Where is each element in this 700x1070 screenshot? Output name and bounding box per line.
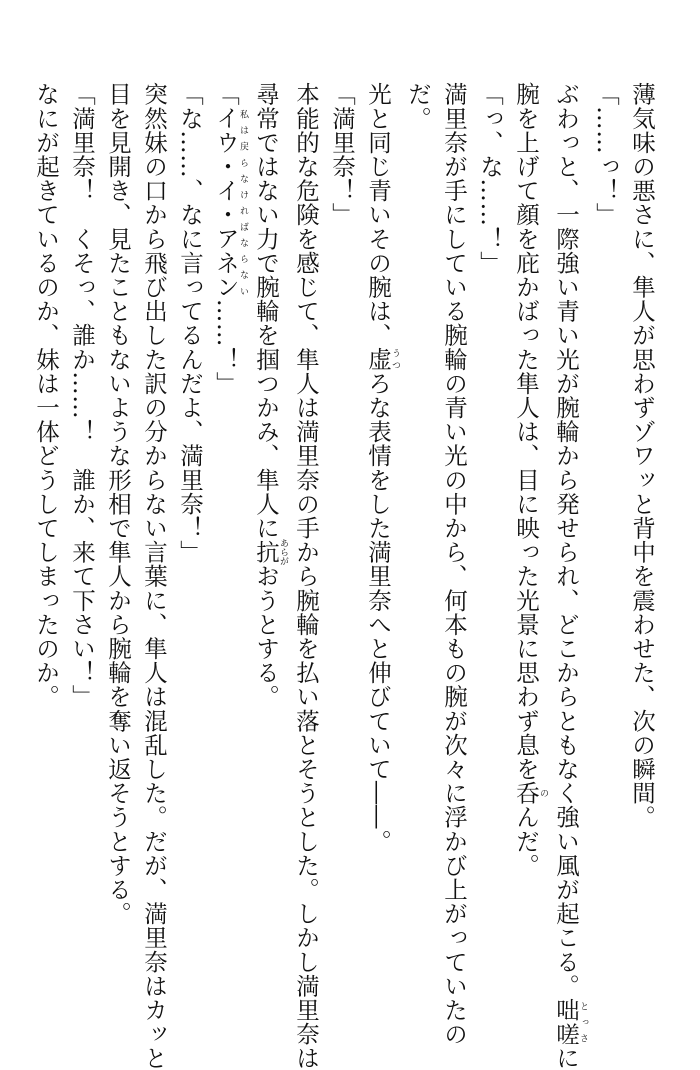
text-line-16: 「満里奈！ くそっ、誰か……！ 誰か、来て下さい！」 xyxy=(68,82,96,709)
vertical-text-body xyxy=(28,82,660,1070)
text-line-10: 本能的な危険を感じて、隼人は満里奈の手から腕輪を払い落とそうとした。しかし満里奈は xyxy=(292,82,320,1070)
text-line-3: ぶわっと、一際強い青い光が腕輪から発せられ、どこからともなく強い風が起こる。咄嗟とっさに xyxy=(552,82,588,1070)
ruby-utsu-reading: うつ xyxy=(390,347,400,372)
text-line-12: 「イウ・イ・アネン私は戻らなければならない……！」 xyxy=(212,82,248,396)
text-line-1: 薄気味の悪さに、隼人が思わずゾワッと背中を震わせた、次の瞬間。 xyxy=(628,82,656,830)
text-line-8: 光と同じ青いその腕は、虚うつろな表情をした満里奈へと伸びていて――。 xyxy=(364,82,400,854)
text-line-4: 腕を上げて顔を庇かばった隼人は、目に映った光景に思わず息を呑のんだ。 xyxy=(512,82,548,878)
text-line-14: 突然妹の口から飛び出した訳の分からない言葉に、隼人は混乱した。だが、満里奈はカッと xyxy=(140,82,168,1070)
ruby-watashi-reading: 私は戻らなければならない xyxy=(238,106,248,299)
text-line-5: 「っ、な……！」 xyxy=(476,82,504,275)
ruby-aragau: 抗あらが xyxy=(252,538,288,566)
text-line-7: だ。 xyxy=(404,82,432,131)
ruby-tossa: 咄嗟とっさ xyxy=(552,997,588,1047)
text-line-2: 「……っ！」 xyxy=(592,82,620,227)
ruby-no: 呑の xyxy=(512,780,548,806)
ruby-no-reading: の xyxy=(538,780,548,805)
text-line-15: 目を見開き、見たこともないような形相で隼人から腕輪を奪い返そうとする。 xyxy=(104,82,132,926)
text-line-6: 満里奈が手にしている腕輪の青い光の中から、何本もの腕が次々に浮かび上がっていたの xyxy=(440,82,468,1046)
text-line-17: なにが起きているのか、妹は一体どうしてしまったのか。 xyxy=(32,82,60,709)
ruby-utsu: 虚うつ xyxy=(364,347,400,372)
ruby-tossa-reading: とっさ xyxy=(578,997,588,1047)
text-line-13: 「な……、なに言ってるんだよ、満里奈！」 xyxy=(176,82,204,564)
ruby-watashi: イウ・イ・アネン私は戻らなければならない xyxy=(212,106,248,299)
ruby-aragau-reading: あらが xyxy=(278,538,288,566)
text-line-9: 「満里奈！」 xyxy=(328,82,356,227)
text-line-11: 尋常ではない力で腕輪を掴つかみ、隼人に抗あらがおうとする。 xyxy=(252,82,288,709)
